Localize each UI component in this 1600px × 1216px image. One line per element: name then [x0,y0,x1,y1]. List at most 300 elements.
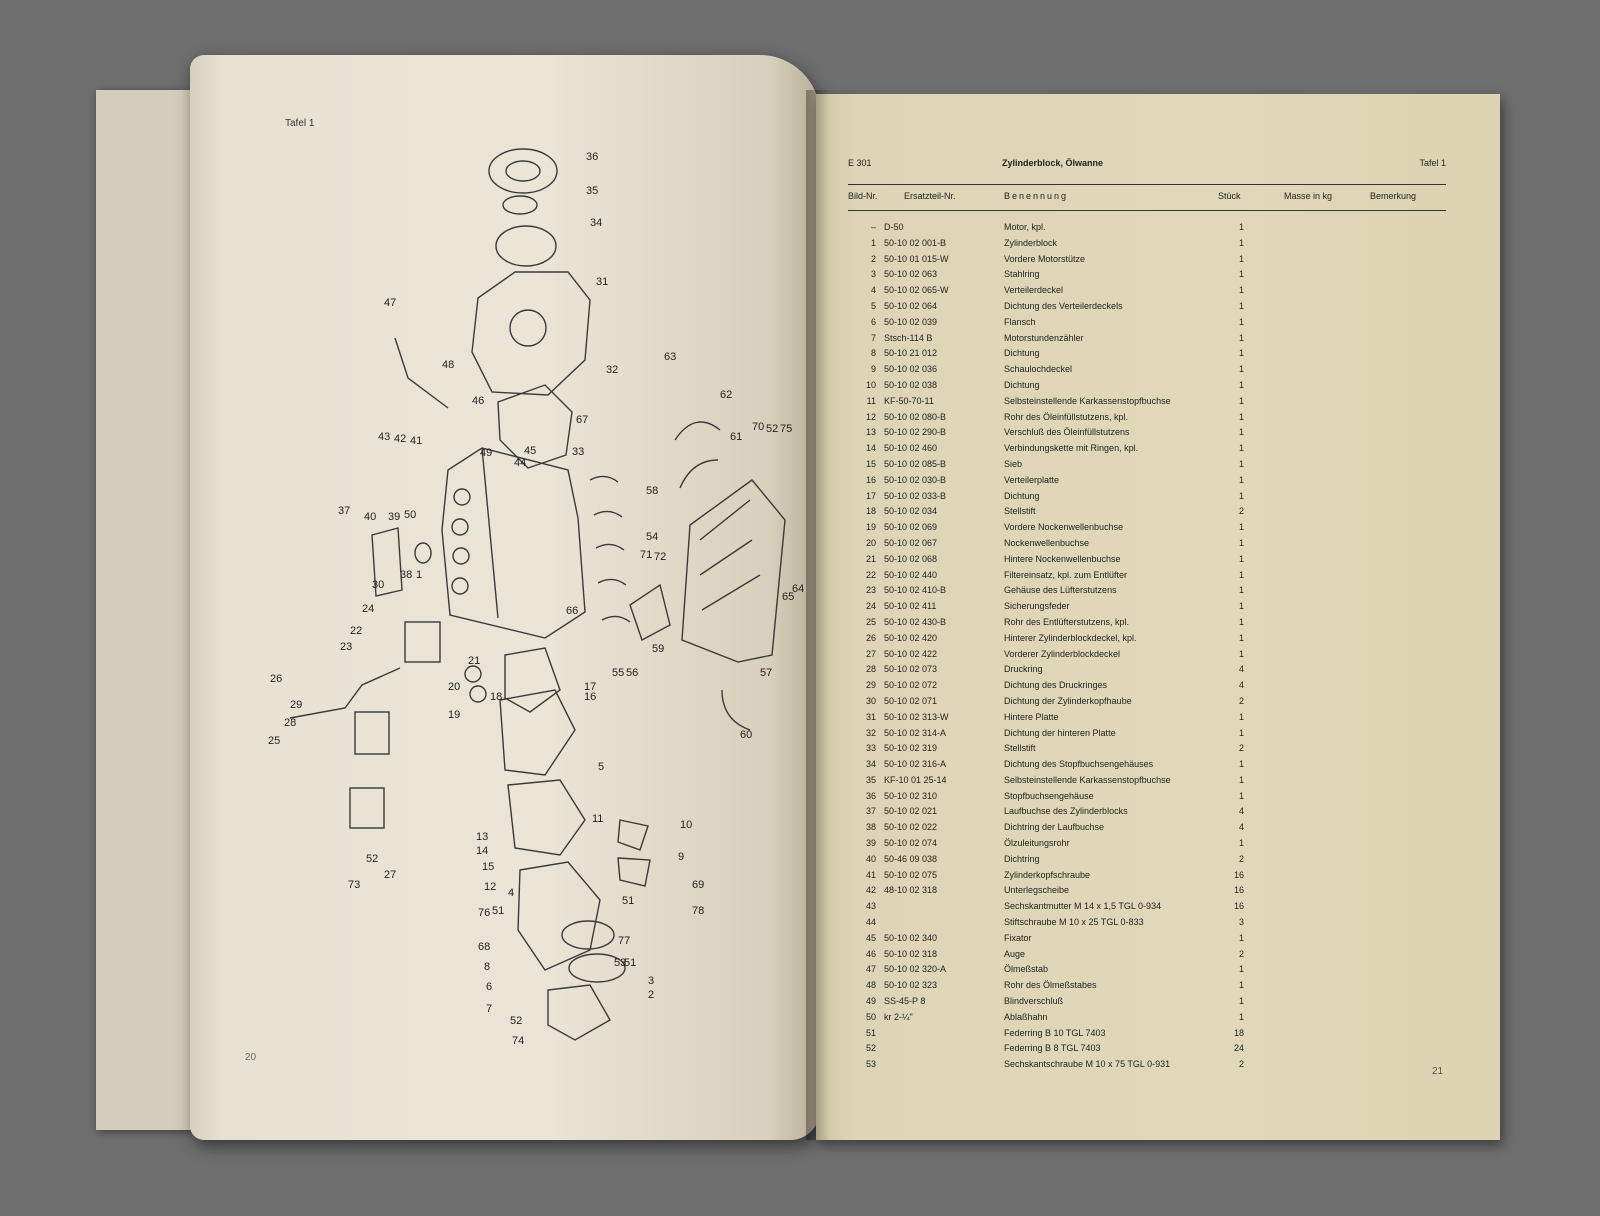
row-stueck: 2 [1238,948,1244,959]
row-stueck: 1 [1238,522,1244,533]
row-stueck: 1 [1238,490,1244,501]
diagram-drawing [290,149,785,1040]
row-benennung: Ölzuleitungsrohr [1004,838,1070,849]
row-stueck: 1 [1238,632,1244,643]
table-row [848,901,1446,917]
row-benennung: Sicherungsfeder [1004,601,1070,612]
row-bild-nr: 13 [865,427,876,438]
row-bild-nr: 51 [865,1027,876,1038]
part-num: 46 [472,395,485,407]
row-ersatzteil-nr: 50-10 02 068 [884,553,938,564]
part-num: 32 [606,364,619,376]
row-ersatzteil-nr: 50-10 02 022 [884,822,938,833]
parts-table [848,222,1446,1075]
diagram-part-numbers [268,151,804,1047]
row-bild-nr: 10 [865,379,876,390]
row-ersatzteil-nr: 48-10 02 318 [884,885,938,896]
part-num: 47 [384,297,397,309]
row-ersatzteil-nr: 50-10 01 015-W [884,253,949,264]
part-num: 23 [340,641,353,653]
row-ersatzteil-nr: 50-10 02 065-W [884,285,949,296]
part-num: 22 [350,625,363,637]
col-bild-nr: Bild-Nr. [848,191,878,201]
row-benennung: Dichtung [1004,348,1040,359]
row-benennung: Dichtung [1004,379,1040,390]
row-stueck: 1 [1238,537,1244,548]
row-ersatzteil-nr: 50-10 02 069 [884,522,938,533]
part-num: 31 [596,276,609,288]
table-row [848,885,1446,901]
row-bild-nr: 28 [865,664,876,675]
table-row [848,664,1446,680]
row-bild-nr: 25 [865,616,876,627]
row-bild-nr: 9 [870,364,876,375]
row-stueck: 1 [1238,932,1244,943]
table-row [848,585,1446,601]
part-num: 50 [404,509,417,521]
table-row [848,301,1446,317]
part-num: 14 [476,845,489,857]
header-rule-top [848,184,1446,185]
row-stueck: 18 [1233,1027,1244,1038]
row-ersatzteil-nr: 50-10 02 422 [884,648,938,659]
row-bild-nr: 45 [865,932,876,943]
row-bild-nr: 26 [865,632,876,643]
row-ersatzteil-nr: Stsch-114 B [884,332,933,343]
row-bild-nr: 3 [870,269,876,280]
row-stueck: 1 [1238,727,1244,738]
section-title: Zylinderblock, Ölwanne [1002,158,1104,168]
row-bild-nr: 35 [865,774,876,785]
row-stueck: 1 [1238,1011,1244,1022]
row-ersatzteil-nr: 50-46 09 038 [884,853,938,864]
part-num: 48 [442,359,455,371]
row-ersatzteil-nr: 50-10 02 063 [884,269,938,280]
part-num: 30 [372,579,385,591]
part-num: 35 [586,185,599,197]
table-row [848,570,1446,586]
row-bild-nr: 49 [865,996,876,1007]
part-num: 36 [586,151,599,163]
row-benennung: Auge [1004,948,1026,959]
row-stueck: 1 [1238,980,1244,991]
part-num: 52 [510,1015,523,1027]
row-bild-nr: 19 [865,522,876,533]
row-benennung: Blindverschluß [1004,996,1064,1007]
table-row [848,364,1446,380]
row-bild-nr: 11 [866,395,876,406]
row-benennung: Schaulochdeckel [1004,364,1073,375]
row-benennung: Hintere Platte [1004,711,1059,722]
row-ersatzteil-nr: 50-10 02 290-B [884,427,947,438]
part-num: 45 [524,445,537,457]
part-num: 51 [492,905,505,917]
part-num: 55 [612,667,625,679]
row-ersatzteil-nr: 50-10 02 320-A [884,964,947,975]
part-num: 38 [400,569,413,581]
row-stueck: 1 [1238,222,1244,232]
row-stueck: 1 [1238,569,1244,580]
part-num: 37 [338,505,351,517]
row-ersatzteil-nr: 50-10 02 071 [884,695,938,706]
row-ersatzteil-nr: 50-10 02 440 [884,569,938,580]
row-bild-nr: – [870,222,876,232]
col-ersatzteil-nr: Ersatzteil-Nr. [904,191,956,201]
part-num: 62 [720,389,733,401]
row-benennung: Druckring [1004,664,1043,675]
table-row [848,333,1446,349]
diagram-tafel-label: Tafel 1 [285,118,315,129]
row-benennung: Hinterer Zylinderblockdeckel, kpl. [1004,632,1137,643]
part-num: 16 [584,691,597,703]
row-stueck: 2 [1238,743,1244,754]
table-row [848,380,1446,396]
row-bild-nr: 14 [865,443,876,454]
table-row [848,949,1446,965]
row-benennung: Verbindungskette mit Ringen, kpl. [1004,443,1139,454]
part-num: 66 [566,605,579,617]
row-bild-nr: 4 [870,285,876,296]
table-row [848,996,1446,1012]
part-num: 8 [484,961,491,973]
row-benennung: Stellstift [1004,506,1036,517]
table-row [848,743,1446,759]
table-row [848,254,1446,270]
row-bild-nr: 12 [865,411,876,422]
table-row [848,443,1446,459]
row-bild-nr: 46 [865,948,876,959]
row-benennung: Verteilerplatte [1004,474,1060,485]
part-num: 41 [410,435,423,447]
row-bild-nr: 52 [865,1043,876,1054]
row-stueck: 16 [1233,885,1244,896]
header-rule-bottom [848,210,1446,211]
row-benennung: Selbsteinstellende Karkassenstopfbuchse [1004,395,1171,406]
table-row [848,601,1446,617]
row-benennung: Sieb [1004,458,1023,469]
row-stueck: 4 [1238,806,1244,817]
row-stueck: 1 [1238,300,1244,311]
part-num: 42 [394,433,407,445]
row-benennung: Filtereinsatz, kpl. zum Entlüfter [1004,569,1128,580]
row-ersatzteil-nr: 50-10 02 410-B [884,585,947,596]
row-bild-nr: 30 [865,695,876,706]
part-num: 43 [378,431,391,443]
table-row [848,522,1446,538]
row-bild-nr: 8 [870,348,876,359]
row-benennung: Fixator [1004,932,1032,943]
row-stueck: 3 [1238,917,1244,928]
part-num: 40 [364,511,377,523]
parts-list-header [848,158,1446,176]
part-num: 77 [618,935,631,947]
book-fold-shadow [806,90,830,1140]
row-ersatzteil-nr: kr 2-¼" [884,1011,913,1022]
row-bild-nr: 43 [865,901,876,912]
part-num: 29 [290,699,303,711]
row-ersatzteil-nr: 50-10 02 085-B [884,458,947,469]
table-row [848,680,1446,696]
row-stueck: 1 [1238,838,1244,849]
row-bild-nr: 5 [870,300,876,311]
part-num: 72 [654,551,667,563]
part-num: 51 [622,895,635,907]
row-stueck: 4 [1238,680,1244,691]
row-benennung: Laufbuchse des Zylinderblocks [1004,806,1128,817]
row-ersatzteil-nr: 50-10 02 034 [884,506,938,517]
row-stueck: 1 [1238,474,1244,485]
col-bemerkung: Bemerkung [1370,191,1417,201]
table-row [848,1059,1446,1075]
row-benennung: Zylinderkopfschraube [1004,869,1091,880]
table-row [848,427,1446,443]
part-num: 60 [740,729,753,741]
part-num: 34 [590,217,603,229]
part-num: 63 [664,351,677,363]
table-row [848,838,1446,854]
row-ersatzteil-nr: KF-50-70-11 [884,395,934,406]
table-row [848,1028,1446,1044]
row-bild-nr: 53 [865,1059,876,1070]
row-benennung: Federring B 10 TGL 7403 [1004,1027,1106,1038]
row-ersatzteil-nr: 50-10 02 323 [884,980,938,991]
part-num: 7 [486,1003,493,1015]
table-row [848,712,1446,728]
row-ersatzteil-nr: 50-10 02 001-B [884,237,947,248]
row-stueck: 1 [1238,427,1244,438]
table-row [848,491,1446,507]
row-bild-nr: 6 [870,316,876,327]
table-row [848,475,1446,491]
part-num: 12 [484,881,497,893]
row-bild-nr: 17 [865,490,876,501]
part-num: 15 [482,861,495,873]
row-ersatzteil-nr: 50-10 02 319 [884,743,938,754]
row-bild-nr: 48 [865,980,876,991]
row-ersatzteil-nr: 50-10 02 021 [884,806,938,817]
table-row [848,791,1446,807]
row-stueck: 1 [1238,711,1244,722]
row-ersatzteil-nr: 50-10 21 012 [884,348,938,359]
row-stueck: 1 [1238,269,1244,280]
row-stueck: 2 [1238,695,1244,706]
row-ersatzteil-nr: 50-10 02 460 [884,443,938,454]
table-row [848,854,1446,870]
part-num: 58 [646,485,659,497]
row-ersatzteil-nr: KF-10 01 25-14 [884,774,947,785]
table-row [848,538,1446,554]
part-num: 20 [448,681,461,693]
row-ersatzteil-nr: 50-10 02 067 [884,537,938,548]
part-num: 71 [640,549,653,561]
row-ersatzteil-nr: SS-45-P 8 [884,996,926,1007]
row-ersatzteil-nr: D-50 [884,222,904,232]
row-bild-nr: 23 [865,585,876,596]
table-row [848,649,1446,665]
row-benennung: Ölmeßstab [1004,964,1049,975]
row-bild-nr: 50 [865,1011,876,1022]
row-bild-nr: 2 [870,253,876,264]
left-page-number: 20 [245,1052,257,1063]
row-benennung: Selbsteinstellende Karkassenstopfbuchse [1004,774,1171,785]
row-bild-nr: 32 [865,727,876,738]
row-ersatzteil-nr: 50-10 02 430-B [884,616,947,627]
row-ersatzteil-nr: 50-10 02 314-A [884,727,947,738]
table-row [848,870,1446,886]
row-stueck: 1 [1238,790,1244,801]
row-stueck: 1 [1238,285,1244,296]
right-page-number: 21 [1432,1066,1444,1077]
row-stueck: 1 [1238,996,1244,1007]
part-num: 21 [468,655,481,667]
row-ersatzteil-nr: 50-10 02 318 [884,948,938,959]
table-row [848,348,1446,364]
table-row [848,238,1446,254]
table-row [848,696,1446,712]
row-benennung: Unterlegscheibe [1004,885,1070,896]
row-stueck: 1 [1238,759,1244,770]
part-num: 19 [448,709,461,721]
part-num: 18 [490,691,503,703]
part-num: 39 [388,511,401,523]
row-stueck: 4 [1238,664,1244,675]
row-bild-nr: 44 [865,917,876,928]
row-stueck: 1 [1238,332,1244,343]
table-row [848,554,1446,570]
row-benennung: Motorstundenzähler [1004,332,1084,343]
row-benennung: Vorderer Zylinderblockdeckel [1004,648,1121,659]
row-bild-nr: 34 [865,759,876,770]
row-benennung: Hintere Nockenwellenbuchse [1004,553,1121,564]
part-num: 51 [624,957,637,969]
row-benennung: Zylinderblock [1004,237,1058,248]
row-bild-nr: 40 [865,853,876,864]
row-benennung: Verteilerdeckel [1004,285,1064,296]
row-bild-nr: 29 [865,680,876,691]
row-stueck: 1 [1238,964,1244,975]
row-benennung: Dichtring der Laufbuchse [1004,822,1105,833]
row-stueck: 1 [1238,648,1244,659]
model-code: E 301 [848,158,872,168]
row-benennung: Dichtung des Druckringes [1004,680,1108,691]
row-ersatzteil-nr: 50-10 02 313-W [884,711,949,722]
table-row [848,775,1446,791]
part-num: 4 [508,887,515,899]
row-ersatzteil-nr: 50-10 02 030-B [884,474,947,485]
row-ersatzteil-nr: 50-10 02 073 [884,664,938,675]
part-num: 64 [792,583,805,595]
row-bild-nr: 21 [865,553,876,564]
table-row [848,506,1446,522]
row-ersatzteil-nr: 50-10 02 340 [884,932,938,943]
row-stueck: 1 [1238,237,1244,248]
row-benennung: Rohr des Ölmeßstabes [1004,980,1097,991]
row-ersatzteil-nr: 50-10 02 038 [884,379,938,390]
part-num: 76 [478,907,491,919]
part-num: 54 [646,531,659,543]
col-benennung: Benennung [1004,191,1069,201]
tafel-reference: Tafel 1 [1419,158,1446,168]
table-row [848,806,1446,822]
row-ersatzteil-nr: 50-10 02 074 [884,838,938,849]
row-ersatzteil-nr: 50-10 02 310 [884,790,938,801]
row-benennung: Stopfbuchsengehäuse [1004,790,1094,801]
row-benennung: Vordere Motorstütze [1004,253,1086,264]
row-stueck: 2 [1238,853,1244,864]
part-num: 52 [366,853,379,865]
part-num: 2 [648,989,655,1001]
row-stueck: 1 [1238,443,1244,454]
row-benennung: Dichtring [1004,853,1040,864]
row-stueck: 16 [1233,901,1244,912]
row-benennung: Gehäuse des Lüfterstutzens [1004,585,1117,596]
row-ersatzteil-nr: 50-10 02 080-B [884,411,947,422]
row-bild-nr: 24 [865,601,876,612]
row-stueck: 1 [1238,411,1244,422]
row-bild-nr: 15 [865,458,876,469]
part-num: 73 [348,879,361,891]
row-bild-nr: 1 [870,237,876,248]
part-num: 24 [362,603,375,615]
part-num: 6 [486,981,493,993]
table-row [848,980,1446,996]
table-row [848,617,1446,633]
row-stueck: 1 [1238,379,1244,390]
row-stueck: 1 [1238,316,1244,327]
part-num: 65 [782,591,795,603]
part-num: 1 [416,569,423,581]
part-num: 57 [760,667,773,679]
table-row [848,317,1446,333]
row-bild-nr: 31 [865,711,876,722]
col-stueck: Stück [1218,191,1241,201]
row-benennung: Verschluß des Öleinfüllstutzens [1004,427,1130,438]
table-row [848,964,1446,980]
row-bild-nr: 20 [865,537,876,548]
table-row [848,269,1446,285]
row-bild-nr: 42 [865,885,876,896]
row-ersatzteil-nr: 50-10 02 411 [884,601,937,612]
table-row [848,728,1446,744]
part-num: 69 [692,879,705,891]
part-num: 17 [584,681,597,693]
row-benennung: Dichtung des Stopfbuchsengehäuses [1004,759,1154,770]
row-benennung: Vordere Nockenwellenbuchse [1004,522,1124,533]
row-bild-nr: 41 [865,869,876,880]
part-num: 75 [780,423,793,435]
row-bild-nr: 18 [865,506,876,517]
row-stueck: 1 [1238,774,1244,785]
row-bild-nr: 39 [865,838,876,849]
table-row [848,285,1446,301]
row-stueck: 1 [1238,395,1244,406]
row-bild-nr: 27 [865,648,876,659]
row-stueck: 1 [1238,553,1244,564]
row-stueck: 16 [1233,869,1244,880]
part-num: 28 [284,717,297,729]
row-bild-nr: 47 [865,964,876,975]
part-num: 44 [514,457,527,469]
row-benennung: Stahlring [1004,269,1040,280]
row-benennung: Stellstift [1004,743,1036,754]
row-stueck: 24 [1233,1043,1244,1054]
part-num: 78 [692,905,705,917]
part-num: 70 [752,421,765,433]
row-bild-nr: 7 [870,332,876,343]
row-bild-nr: 22 [865,569,876,580]
part-num: 11 [592,813,604,825]
part-num: 27 [384,869,397,881]
